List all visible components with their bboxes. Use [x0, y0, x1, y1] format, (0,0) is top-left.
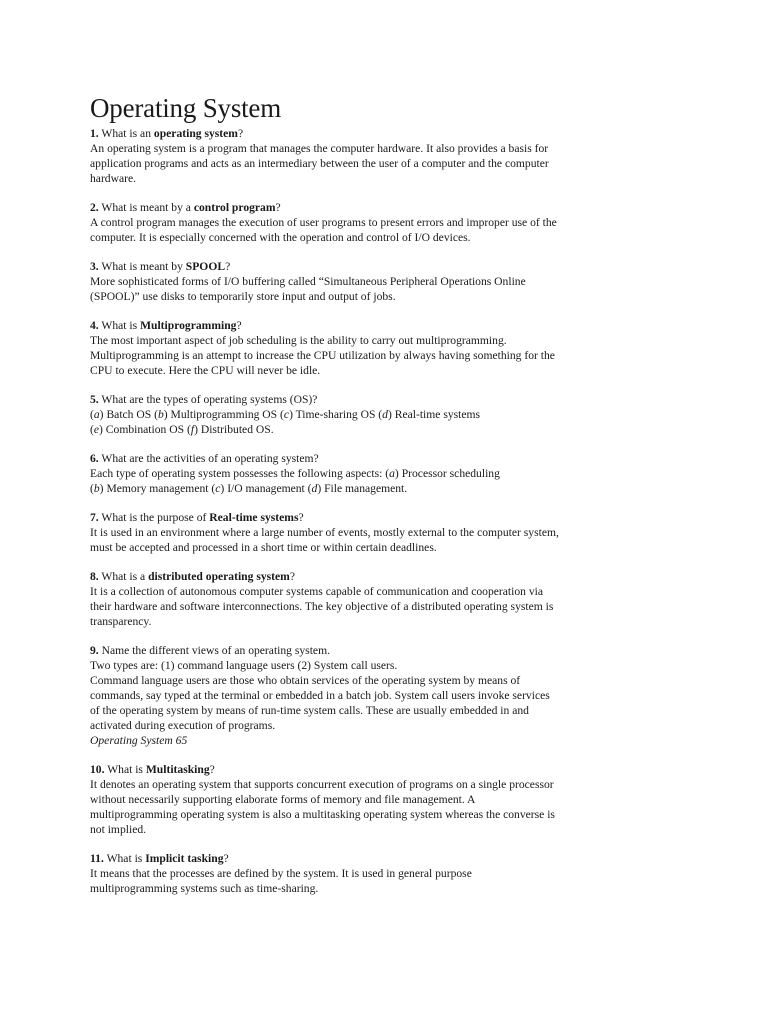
- qa-item-10: [90, 762, 560, 837]
- qa-item-8: [90, 569, 560, 629]
- qa-item-7: [90, 510, 560, 555]
- option-letter: a: [93, 408, 100, 421]
- question-text: What is: [106, 852, 143, 865]
- option-text: I/O management: [227, 482, 305, 495]
- answer-7: It is used in an environment where a large number of events, mostly external to the computer system, must be accepted and processed in a short time or within certain deadlines.: [90, 526, 559, 554]
- question-end: ?: [209, 763, 215, 776]
- option-text: Multiprogramming OS: [170, 408, 278, 421]
- option-text: File management.: [324, 482, 408, 495]
- question-7: [90, 510, 560, 525]
- question-number: 6.: [90, 452, 99, 465]
- question-text: What are the activities of an operating system?: [101, 452, 319, 465]
- question-4: [90, 318, 560, 333]
- question-10: [90, 762, 560, 777]
- question-number: 2.: [90, 201, 99, 214]
- answer-9-detail: Command language users are those who obtain services of the operating system by means of commands, say typed at the terminal or embedded in a batch job. System call users invoke services of the operating system by means of run-time system calls. These are usually embedded in and activated during execution of programs.: [90, 674, 550, 732]
- question-end: ?: [275, 201, 281, 214]
- answer-2: A control program manages the execution of user programs to present errors and improper use of the computer. It is especially concerned with the operation and control of I/O devices.: [90, 216, 557, 244]
- qa-item-6: [90, 451, 560, 496]
- question-text: What are the types of operating systems (OS)?: [101, 393, 318, 406]
- qa-item-11: [90, 851, 560, 896]
- option-letter: a: [389, 467, 395, 480]
- option-letter: b: [93, 482, 100, 495]
- option-letter: d: [311, 482, 318, 495]
- question-8: [90, 569, 560, 584]
- question-number: 7.: [90, 511, 99, 524]
- question-number: 8.: [90, 570, 99, 583]
- question-text: What is: [107, 763, 143, 776]
- question-text: Name the different views of an operating system.: [101, 644, 330, 657]
- qa-item-3: [90, 259, 560, 304]
- question-term: Real-time systems: [209, 511, 299, 524]
- question-number: 1.: [90, 127, 99, 140]
- question-text: What is meant by a: [101, 201, 191, 214]
- question-6: [90, 451, 560, 466]
- answer-5: (a) Batch OS (b) Multiprogramming OS (c) Time-sharing OS (d) Real-time systems (e) Combination OS (f) Distributed OS.: [90, 408, 481, 436]
- question-end: ?: [225, 260, 231, 273]
- page-title: Operating System: [90, 93, 282, 123]
- option-text: Processor scheduling: [401, 467, 500, 480]
- answer-8: It is a collection of autonomous computer systems capable of communication and cooperation via their hardware and software interconnections. The key objective of a distributed operating system is transparency.: [90, 585, 554, 628]
- running-footer: Operating System 65: [90, 734, 188, 747]
- option-letter: c: [283, 408, 290, 421]
- qa-item-9: [90, 643, 560, 748]
- qa-item-5: [90, 392, 560, 437]
- question-end: ?: [223, 852, 229, 865]
- question-text: What is a: [101, 570, 146, 583]
- option-letter: e: [93, 423, 100, 436]
- question-number: 10.: [90, 763, 105, 776]
- question-2: [90, 200, 560, 215]
- option-text: Distributed OS.: [200, 423, 274, 436]
- question-term: distributed operating system: [148, 570, 290, 583]
- question-1: [90, 126, 560, 141]
- option-text: Batch OS: [106, 408, 152, 421]
- qa-item-1: [90, 126, 560, 186]
- option-text: Memory management: [106, 482, 209, 495]
- question-text: What is the purpose of: [101, 511, 207, 524]
- option-letter: c: [215, 482, 221, 495]
- question-number: 11.: [90, 852, 104, 865]
- question-term: Implicit tasking: [145, 852, 224, 865]
- question-3: [90, 259, 560, 274]
- question-number: 4.: [90, 319, 99, 332]
- question-text: What is an: [101, 127, 151, 140]
- question-11: [90, 851, 560, 866]
- question-term: control program: [193, 201, 276, 214]
- answer-intro: Each type of operating system possesses the following aspects:: [90, 467, 383, 480]
- question-number: 3.: [90, 260, 99, 273]
- answer-4: The most important aspect of job scheduling is the ability to carry out multiprogramming. Multiprogramming is an attempt to increase the CPU utilization by always having something for the CPU to execute. Here the CPU will never be idle.: [90, 334, 555, 377]
- question-5: [90, 392, 560, 407]
- option-text: Time-sharing OS: [295, 408, 376, 421]
- option-letter: f: [190, 423, 195, 436]
- question-end: ?: [237, 127, 244, 140]
- question-term: operating system: [153, 127, 238, 140]
- question-end: ?: [298, 511, 304, 524]
- question-end: ?: [236, 319, 242, 332]
- document-page: [90, 92, 560, 910]
- question-term: Multitasking: [145, 763, 210, 776]
- question-end: ?: [289, 570, 295, 583]
- answer-9: Two types are: (1) command language users (2) System call users.: [90, 659, 398, 672]
- qa-item-2: [90, 200, 560, 245]
- question-term: SPOOL: [185, 260, 226, 273]
- answer-11: It means that the processes are defined by the system. It is used in general purpose multiprogramming systems such as time-sharing.: [90, 867, 472, 895]
- answer-10: It denotes an operating system that supports concurrent execution of programs on a single processor without necessarily supporting elaborate forms of memory and file management. A multiprogramming operating system is also a multitasking operating system whereas the converse is not implied.: [90, 778, 555, 836]
- option-text: Combination OS: [105, 423, 185, 436]
- answer-1: An operating system is a program that manages the computer hardware. It also provides a basis for application programs and acts as an intermediary between the user of a computer and the computer hardware.: [90, 142, 549, 185]
- question-text: What is: [101, 319, 138, 332]
- question-term: Multiprogramming: [140, 319, 237, 332]
- question-number: 5.: [90, 393, 99, 406]
- option-text: Real-time systems: [394, 408, 481, 421]
- question-9: [90, 643, 560, 658]
- answer-3: More sophisticated forms of I/O buffering called “Simultaneous Peripheral Operations Online (SPOOL)” use disks to temporarily store input and output of jobs.: [90, 275, 526, 303]
- question-number: 9.: [90, 644, 99, 657]
- option-letter: d: [382, 408, 388, 421]
- qa-item-4: [90, 318, 560, 378]
- answer-6: Each type of operating system possesses the following aspects: (a) Processor scheduling (b) Memory management (c) I/O management (d) File management.: [90, 467, 500, 495]
- option-letter: b: [157, 408, 164, 421]
- question-text: What is meant by: [101, 260, 183, 273]
